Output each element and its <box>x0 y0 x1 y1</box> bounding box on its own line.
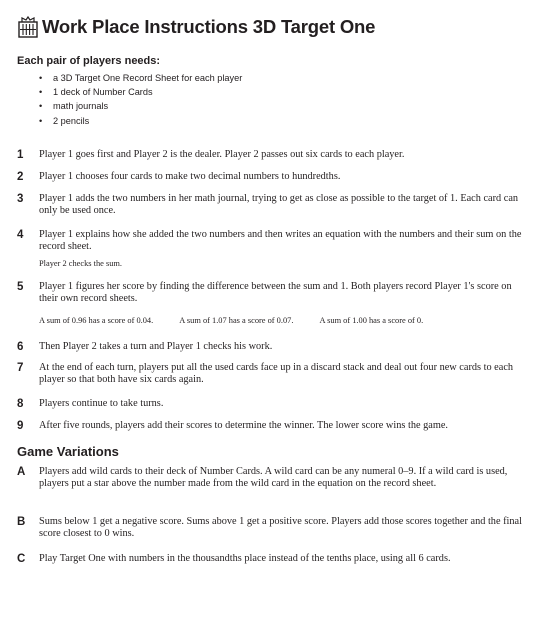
step-number: 8 <box>17 398 24 410</box>
step-text: Player 1 explains how she added the two numbers and then writes an equation with the numbers and their sum on the record sheet. <box>39 229 522 253</box>
step-text: Player 1 adds the two numbers in her math journal, trying to get as close as possible to the target of 1. Each card can only be used once. <box>39 193 519 217</box>
variation-c <box>17 553 522 565</box>
step-text: Players continue to take turns. <box>39 398 164 409</box>
step-number: 9 <box>17 420 24 432</box>
step-5 <box>17 281 522 306</box>
variation-letter: B <box>17 516 26 528</box>
variation-text: Sums below 1 get a negative score. Sums above 1 get a positive score. Players add those scores together and the final score closest to 0 wins. <box>39 516 522 540</box>
variation-text: Players add wild cards to their deck of Number Cards. A wild card can be any numeral 0–9. If a wild card is used, players put a star above the number made from the wild card in the equation on the record sheet. <box>39 466 508 490</box>
needs-item: • math journals <box>39 99 242 113</box>
needs-heading: Each pair of players needs: <box>17 55 161 67</box>
step-number: 1 <box>17 149 24 161</box>
step-note: Player 2 checks the sum. <box>39 258 123 268</box>
step-6 <box>17 341 522 353</box>
needs-list <box>39 71 242 128</box>
page-title: Work Place Instructions 3D Target One <box>42 16 376 37</box>
step-text: Player 1 figures her score by finding the difference between the sum and 1. Both players record Player 1's score on their own record sheets. <box>39 281 512 305</box>
variation-letter: C <box>17 553 26 565</box>
step-text: After five rounds, players add their scores to determine the winner. The lower score wins the game. <box>39 420 448 431</box>
example-item: A sum of 1.07 has a score of 0.07. <box>179 316 294 325</box>
needs-item: • 2 pencils <box>39 114 242 128</box>
variation-a <box>17 466 522 491</box>
variation-letter: A <box>17 466 26 478</box>
step-9 <box>17 420 522 432</box>
step-number: 3 <box>17 193 24 205</box>
step-number: 4 <box>17 229 24 241</box>
step-text: Then Player 2 takes a turn and Player 1 checks his work. <box>39 341 273 352</box>
title-row <box>17 15 375 39</box>
step-number: 7 <box>17 362 24 374</box>
step-2 <box>17 171 522 183</box>
variation-text: Play Target One with numbers in the thousandths place instead of the tenths place, using all 6 cards. <box>39 553 451 564</box>
step-1 <box>17 149 522 161</box>
step-text: At the end of each turn, players put all the used cards face up in a discard stack and deal out four new cards to each player so that both have six cards again. <box>39 362 514 386</box>
example-item: A sum of 0.96 has a score of 0.04. <box>39 316 154 325</box>
needs-item: • 1 deck of Number Cards <box>39 85 242 99</box>
step-number: 2 <box>17 171 24 183</box>
step-number: 6 <box>17 341 24 353</box>
variation-b <box>17 516 522 541</box>
step-3 <box>17 193 522 218</box>
step-text: Player 1 goes first and Player 2 is the dealer. Player 2 passes out six cards to each player. <box>39 149 405 160</box>
step-number: 5 <box>17 281 24 293</box>
basket-icon <box>17 15 39 39</box>
step-4 <box>17 229 522 268</box>
example-item: A sum of 1.00 has a score of 0. <box>319 316 424 325</box>
step-7 <box>17 362 522 387</box>
needs-item: • a 3D Target One Record Sheet for each player <box>39 71 242 85</box>
score-examples <box>39 316 423 325</box>
step-8 <box>17 398 522 410</box>
step-text: Player 1 chooses four cards to make two decimal numbers to hundredths. <box>39 171 341 182</box>
variations-heading: Game Variations <box>17 444 119 459</box>
